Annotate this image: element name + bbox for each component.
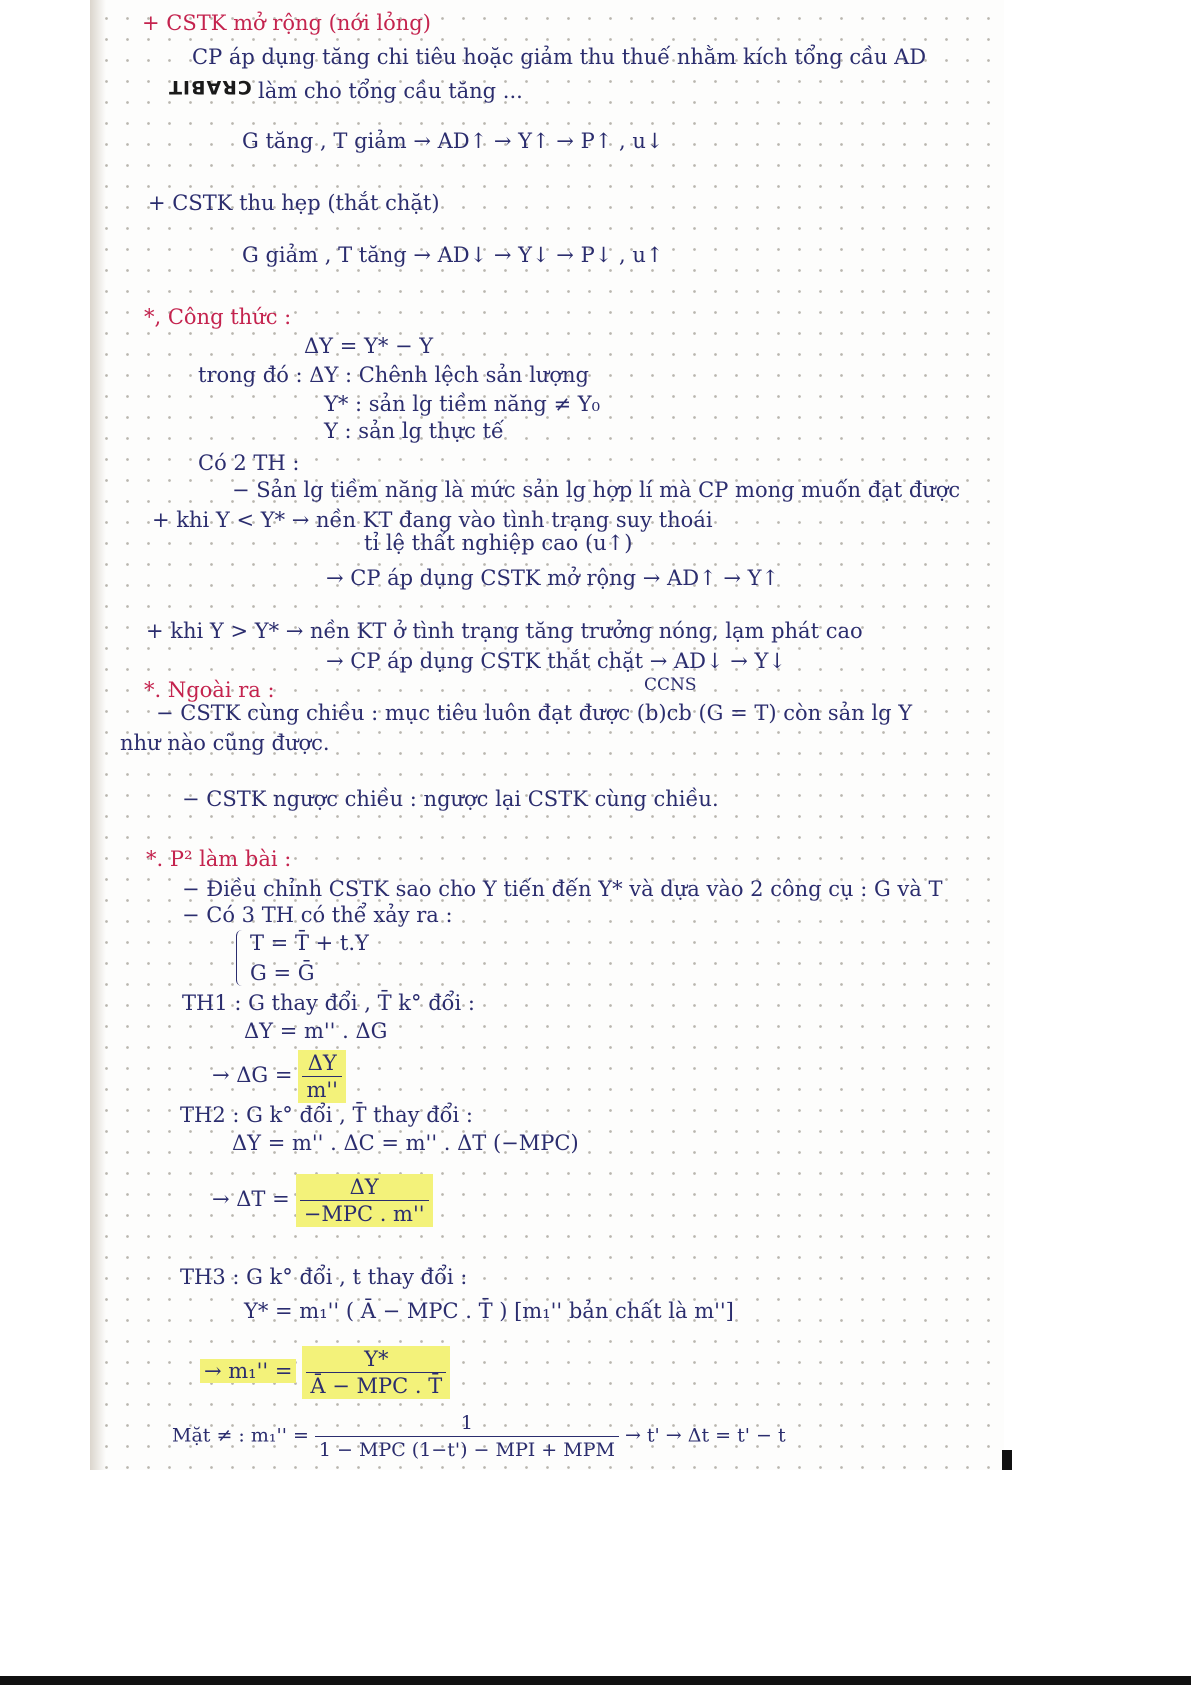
fraction-delta-g [298,1050,345,1103]
brace [236,930,247,986]
case-2-heading: TH2 : G k° đổi , T̄ thay đổi : [180,1103,473,1127]
formula-line: ΔY = Y* − Y [304,334,434,358]
heading-additionally: *. Ngoài ra : [144,678,275,702]
formula-line [212,1174,439,1227]
notebook-page [90,0,1004,1470]
note-line: − CSTK cùng chiều : mục tiêu luôn đạt được (b)cb (G = T) còn sản lg Y [156,701,913,725]
case-1-heading: TH1 : G thay đổi , T̄ k° đổi : [182,991,475,1015]
note-line: Có 2 TH : [198,451,300,475]
note-line: trong đó : ΔY : Chênh lệch sản lượng [198,363,589,387]
equation-t: T = T̄ + t.Y [250,931,369,955]
note-line: Y* : sản lg tiềm năng ≠ Y₀ [324,392,601,416]
note-line: − Sản lg tiềm năng là mức sản lg hợp lí mà CP mong muốn đạt được [232,478,961,502]
note-line: + khi Y > Y* → nền KT ở tình trạng tăng trưởng nóng, lạm phát cao [146,619,863,643]
note-line: G giảm , T tăng → AD↓ → Y↓ → P↓ , u↑ [242,243,664,267]
scan-edge [1002,1450,1012,1470]
note-annotation: CCNS [644,675,697,695]
formula-line: ΔY = m'' . ΔC = m'' . ΔT (−MPC) [232,1131,579,1155]
formula-rhs: → t' → Δt = t' − t [624,1424,786,1447]
page-shadow [90,0,106,1470]
scan-bottom-edge [0,1676,1191,1685]
heading-method: *. P² làm bài : [146,847,292,871]
fraction-denominator: 1 − MPC (1−t') − MPI + MPM [318,1439,615,1461]
formula-lhs: → m₁'' = [200,1359,296,1383]
fraction-multiplier [315,1410,619,1463]
fraction-denominator: m'' [306,1078,338,1102]
note-line: Y : sản lg thực tế [324,419,504,443]
heading-cstk-expansionary: + CSTK mở rộng (nới lỏng) [142,11,431,35]
formula-line [212,1050,352,1103]
formula-line [200,1346,456,1399]
formula-line [172,1410,786,1463]
note-line: → CP áp dụng CSTK thắt chặt → AD↓ → Y↓ [326,649,787,673]
heading-cstk-contractionary: + CSTK thu hẹp (thắt chặt) [148,191,440,215]
formula-line: Y* = m₁'' ( Ā − MPC . T̄ ) [m₁'' bản chất là m''] [244,1299,734,1323]
notebook-brand-logo: CRABIT [168,76,252,98]
fraction-numerator: ΔY [300,1174,429,1201]
fraction-m1 [302,1346,450,1399]
formula-lhs: → ΔG = [212,1063,293,1087]
formula-lhs: Mặt ≠ : m₁'' = [172,1424,309,1447]
equation-g: G = Ḡ [250,961,315,985]
note-line: làm cho tổng cầu tăng ... [258,79,523,103]
fraction-numerator: Y* [306,1346,446,1373]
formula-line: ΔY = m'' . ΔG [244,1019,388,1043]
case-3-heading: TH3 : G k° đổi , t thay đổi : [180,1265,468,1289]
note-line: − Điều chỉnh CSTK sao cho Y tiến đến Y* và dựa vào 2 công cụ : G và T [182,877,943,901]
note-line: + khi Y < Y* → nền KT đang vào tình trạng suy thoái [152,508,713,532]
fraction-numerator: 1 [315,1410,619,1437]
formula-lhs: → ΔT = [212,1187,290,1211]
note-line: như nào cũng được. [120,731,330,755]
fraction-denominator: −MPC . m'' [303,1202,425,1226]
note-line: tỉ lệ thất nghiệp cao (u↑) [364,531,633,555]
heading-formula: *, Công thức : [144,305,292,329]
fraction-numerator: ΔY [302,1050,341,1077]
fraction-denominator: Ā − MPC . T̄ [310,1374,443,1398]
note-line: → CP áp dụng CSTK mở rộng → AD↑ → Y↑ [326,566,780,590]
note-line: CP áp dụng tăng chi tiêu hoặc giảm thu thuế nhằm kích tổng cầu AD [192,45,927,69]
note-line: − Có 3 TH có thể xảy ra : [182,903,453,927]
fraction-delta-t [296,1174,433,1227]
note-line: − CSTK ngược chiều : ngược lại CSTK cùng chiều. [182,787,719,811]
note-line: G tăng , T giảm → AD↑ → Y↑ → P↑ , u↓ [242,129,664,153]
